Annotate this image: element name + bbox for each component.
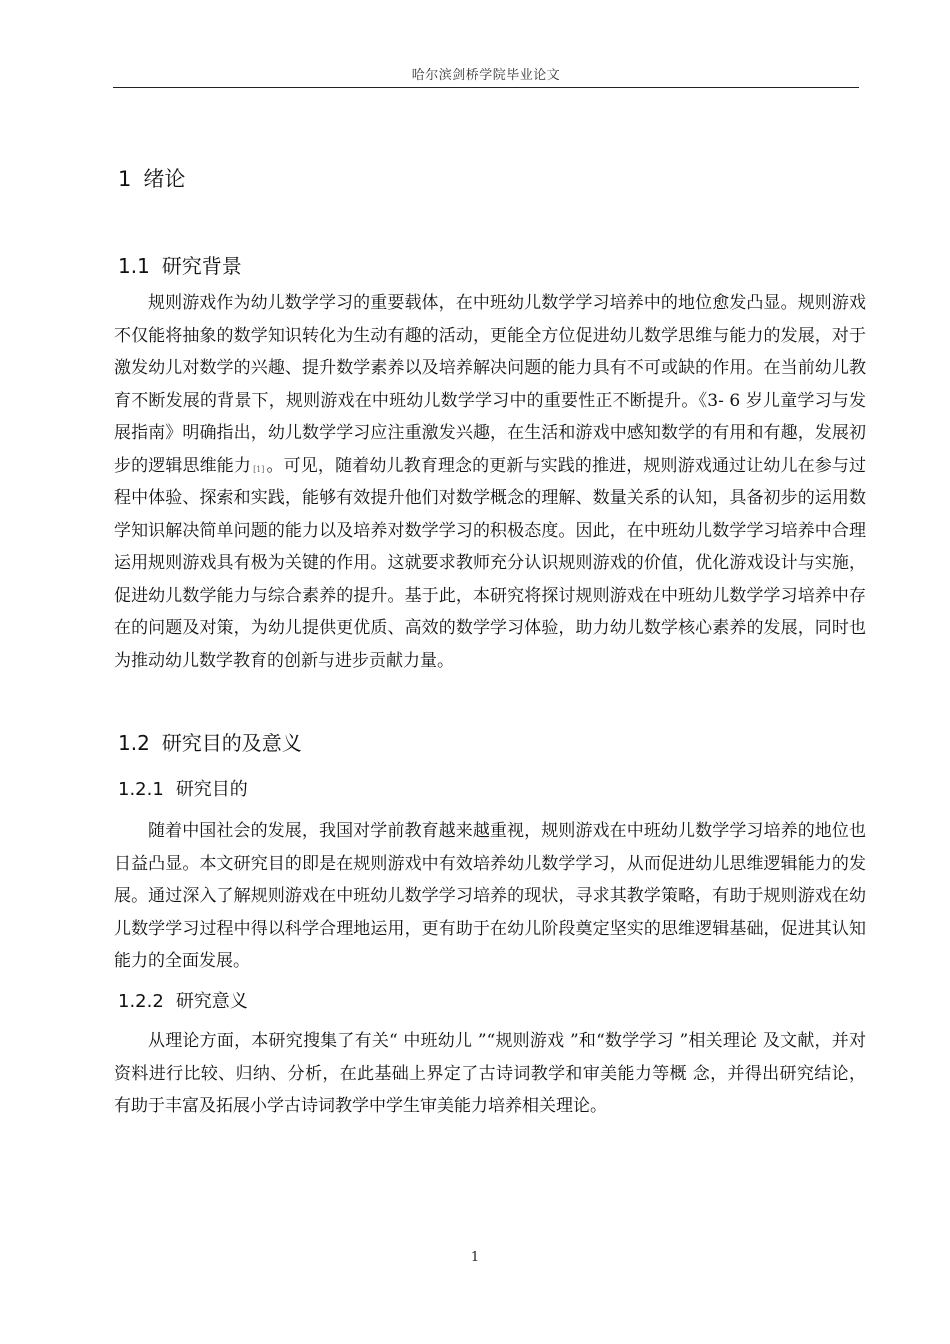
header-divider — [113, 87, 859, 88]
subsection-heading-1-2-1 — [118, 775, 248, 801]
significance-paragraph: 从理论方面，本研究搜集了有关“ 中班幼儿 ”“规则游戏 ”和“数学学习 ”相关理论 及文献，并对资料进行比较、归纳、分析，在此基础上界定了古诗词教学和审美能力等概 念，并得出研究结论，有助于丰富及拓展小学古诗词教学中学生审美能力培养相关理论。 — [114, 1031, 866, 1116]
purpose-paragraph: 随着中国社会的发展，我国对学前教育越来越重视，规则游戏在中班幼儿数学学习培养的地位也日益凸显。本文研究目的即是在规则游戏中有效培养幼儿数学学习，从而促进幼儿思维逻辑能力的发展。通过深入了解规则游戏在中班幼儿数学学习培养的现状，寻求其教学策略，有助于规则游戏在幼儿数学学习过程中得以科学合理地运用，更有助于在幼儿阶段奠定坚实的思维逻辑基础，促进其认知能力的全面发展。 — [114, 821, 866, 971]
subsection-number: 1.2.2 — [118, 991, 164, 1012]
page-header: 哈尔滨剑桥学院毕业论文 — [411, 68, 561, 83]
section-title: 研究背景 — [161, 254, 242, 278]
section-number: 1.2 — [118, 731, 150, 755]
page-number: 1 — [470, 1250, 480, 1265]
subsection-title: 研究意义 — [175, 991, 248, 1012]
citation-reference: [1] — [253, 464, 265, 474]
chapter-heading — [118, 163, 185, 193]
section-number: 1.1 — [118, 254, 150, 278]
background-paragraph — [114, 287, 866, 677]
section-heading-1-1 — [118, 250, 242, 279]
chapter-title: 绪论 — [143, 167, 186, 191]
section-title: 研究目的及意义 — [161, 731, 302, 755]
paragraph-text: 。可见，随着幼儿教育理念的更新与实践的推进，规则游戏通过让幼儿在参与过程中体验、探索和实践，能够有效提升他们对数学概念的理解、数量关系的认知，具备初步的运用数学知识解决简单问题的能力以及培养对数学学习的积极态度。因此，在中班幼儿数学学习培养中合理运用规则游戏具有极为关键的作用。这就要求教师充分认识规则游戏的价值，优化游戏设计与实施，促进幼儿数学能力与综合素养的提升。基于此，本研究将探讨规则游戏在中班幼儿数学学习培养中存在的问题及对策，为幼儿提供更优质、高效的数学学习体验，助力幼儿数学核心素养的发展，同时也为推动幼儿数学教育的创新与进步贡献力量。 — [114, 455, 867, 671]
paragraph-text: 规则游戏作为幼儿数学学习的重要载体，在中班幼儿数学学习培养中的地位愈发凸显。规则游戏不仅能将抽象的数学知识转化为生动有趣的活动，更能全方位促进幼儿数学思维与能力的发展，对于激发幼儿对数学的兴趣、提升数学素养以及培养解决问题的能力具有不可或缺的作用。在当前幼儿教育不断发展的背景下，规则游戏在中班幼儿数学学习中的重要性正不断提升。《3- 6 岁儿童学习与发展指南》明确指出，幼儿数学学习应注重激发兴趣，在生活和游戏中感知数学的有用和有趣，发展初步的逻辑思维能力 — [114, 293, 866, 476]
section-heading-1-2 — [118, 727, 302, 756]
chapter-number: 1 — [118, 167, 132, 191]
subsection-heading-1-2-2 — [118, 987, 248, 1013]
subsection-number: 1.2.1 — [118, 779, 164, 800]
subsection-title: 研究目的 — [175, 779, 248, 800]
